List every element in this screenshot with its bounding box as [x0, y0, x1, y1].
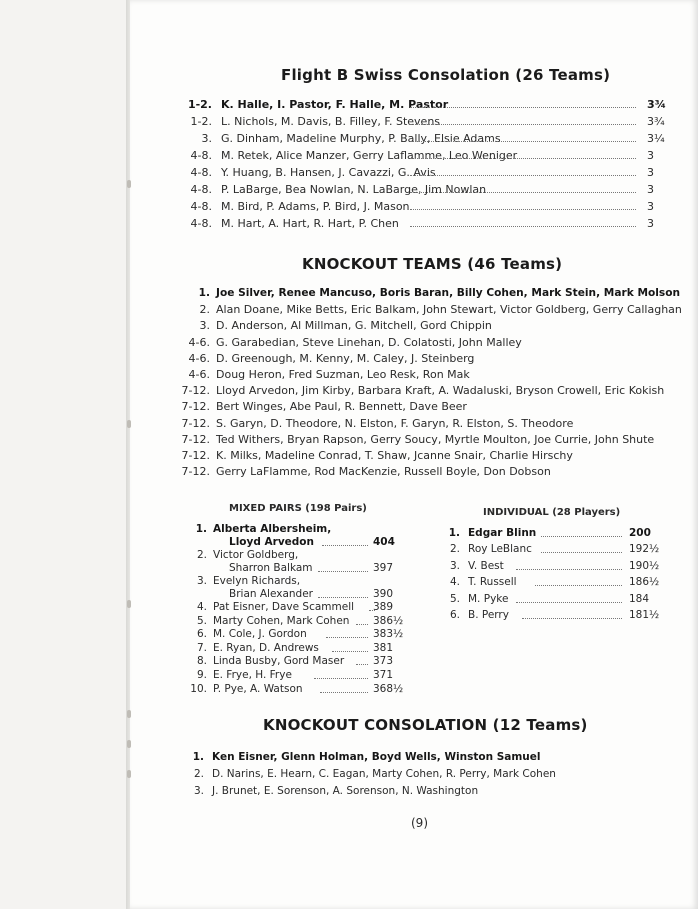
row-names: Ken Eisner, Glenn Holman, Boyd Wells, Winston Samuel — [212, 751, 541, 763]
dot-leader — [410, 217, 636, 227]
row-names-line1: Victor Goldberg, — [213, 549, 299, 561]
dot-leader — [410, 115, 636, 125]
row-rank: 3. — [201, 132, 212, 145]
row-rank: 7-12. — [181, 449, 210, 462]
row-names: Doug Heron, Fred Suzman, Leo Resk, Ron Mak — [216, 368, 470, 381]
row-names-line2: Sharron Balkam — [229, 562, 313, 574]
row-names: Roy LeBlanc — [468, 543, 532, 556]
row-score: 3¼ — [647, 132, 665, 145]
row-score: 186½ — [629, 576, 660, 589]
row-names: E. Frye, H. Frye — [213, 669, 292, 681]
row-score: 373 — [373, 655, 394, 668]
dot-leader — [314, 669, 368, 679]
row-names: M. Bird, P. Adams, P. Bird, J. Mason — [221, 200, 410, 213]
row-names: T. Russell — [468, 576, 517, 589]
dot-leader — [326, 628, 368, 638]
row-names: M. Cole, J. Gordon — [213, 628, 307, 641]
dot-leader — [410, 132, 636, 142]
row-score: 3 — [647, 166, 654, 179]
row-rank: 7-12. — [181, 416, 210, 430]
row-names: D. Anderson, Al Millman, G. Mitchell, Gord Chippin — [216, 319, 492, 333]
individual-title: INDIVIDUAL (28 Players) — [483, 507, 621, 518]
row-score: 181½ — [629, 609, 660, 621]
dot-leader — [332, 642, 368, 652]
row-names-line2: Brian Alexander — [229, 588, 313, 600]
row-names-line1: Evelyn Richards, — [213, 575, 301, 587]
row-names: Edgar Blinn — [468, 527, 537, 539]
row-score: 368½ — [373, 682, 404, 695]
row-score: 404 — [373, 536, 395, 548]
row-names: Linda Busby, Gord Maser — [213, 655, 345, 668]
row-rank: 10. — [190, 682, 207, 695]
dot-leader — [318, 588, 368, 598]
row-names: E. Ryan, D. Andrews — [213, 641, 319, 654]
row-score: 184 — [629, 592, 650, 605]
row-rank: 7-12. — [181, 384, 210, 398]
row-rank: 4-6. — [188, 368, 210, 381]
row-rank: 1. — [448, 527, 460, 539]
row-score: 3¾ — [647, 115, 665, 128]
row-names: Joe Silver, Renee Mancuso, Boris Baran, Billy Cohen, Mark Stein, Mark Molson — [216, 287, 681, 299]
row-rank: 3. — [199, 319, 210, 333]
row-score: 190½ — [629, 559, 660, 572]
page-number: (9) — [411, 816, 428, 830]
row-rank: 4. — [449, 576, 460, 589]
row-rank: 5. — [196, 614, 207, 627]
row-names: Marty Cohen, Mark Cohen — [213, 614, 350, 627]
row-rank: 1-2. — [187, 98, 212, 111]
dot-leader — [541, 527, 622, 537]
row-rank: 5. — [449, 592, 460, 605]
row-score: 371 — [373, 669, 394, 681]
row-rank: 8. — [196, 655, 207, 668]
row-names: V. Best — [468, 559, 504, 572]
row-names: Y. Huang, B. Hansen, J. Cavazzi, G. Avis — [221, 166, 436, 179]
row-names-line2: Lloyd Arvedon — [229, 536, 314, 548]
row-rank: 2. — [199, 303, 210, 317]
row-rank: 3. — [449, 559, 460, 572]
row-rank: 4-6. — [188, 335, 210, 349]
mixed-pairs-title: MIXED PAIRS (198 Pairs) — [229, 503, 367, 514]
row-score: 397 — [373, 562, 394, 574]
row-names: M. Pyke — [468, 592, 509, 605]
row-rank: 2. — [449, 543, 460, 556]
row-rank: 6. — [449, 609, 460, 621]
row-score: 3¾ — [647, 98, 667, 111]
dot-leader — [535, 576, 622, 586]
dot-leader — [318, 562, 368, 572]
row-names: P. Pye, A. Watson — [213, 682, 303, 695]
row-names: J. Brunet, E. Sorenson, A. Sorenson, N. Washington — [212, 785, 479, 797]
dot-leader — [410, 183, 636, 193]
row-rank: 9. — [196, 669, 207, 681]
row-rank: 4. — [196, 601, 207, 613]
row-names: Lloyd Arvedon, Jim Kirby, Barbara Kraft, A. Wadaluski, Bryson Crowell, Eric Kokish — [216, 384, 665, 398]
row-score: 389 — [373, 601, 394, 613]
row-names: D. Greenough, M. Kenny, M. Caley, J. Steinberg — [216, 351, 475, 365]
row-names: M. Retek, Alice Manzer, Gerry Laflamme, Leo Weniger — [221, 149, 518, 162]
row-names: D. Narins, E. Hearn, C. Eagan, Marty Cohen, R. Perry, Mark Cohen — [212, 768, 556, 780]
dot-leader — [356, 655, 368, 665]
row-rank: 1. — [195, 523, 207, 535]
row-rank: 7-12. — [181, 400, 210, 414]
row-names: K. Milks, Madeline Conrad, T. Shaw, Jcanne Snair, Charlie Hirschy — [216, 449, 573, 462]
row-rank: 7. — [196, 641, 207, 654]
dot-leader — [516, 560, 622, 570]
row-score: 3 — [647, 149, 654, 162]
row-score: 192½ — [629, 543, 660, 556]
row-names: Ted Withers, Bryan Rapson, Gerry Soucy, Myrtle Moulton, Joe Currie, John Shute — [216, 432, 655, 446]
row-names: G. Dinham, Madeline Murphy, P. Bally, Elsie Adams — [221, 132, 501, 145]
row-rank: 1. — [192, 751, 204, 763]
row-score: 381 — [373, 641, 394, 654]
dot-leader — [541, 543, 622, 553]
row-names-line1: Alberta Albersheim, — [213, 523, 332, 535]
row-score: 3 — [647, 200, 654, 213]
row-score: 200 — [629, 527, 651, 539]
knockout-teams-title: KNOCKOUT TEAMS (46 Teams) — [302, 255, 563, 273]
flight-b-title: Flight B Swiss Consolation (26 Teams) — [281, 66, 611, 84]
row-score: 3 — [647, 217, 654, 230]
row-names: P. LaBarge, Bea Nowlan, N. LaBarge, Jim Nowlan — [221, 183, 487, 196]
row-names: G. Garabedian, Steve Linehan, D. Colatosti, John Malley — [216, 335, 522, 349]
row-rank: 4-8. — [190, 183, 212, 196]
row-rank: 3. — [196, 575, 207, 587]
row-names: Alan Doane, Mike Betts, Eric Balkam, John Stewart, Victor Goldberg, Gerry Callaghan — [216, 303, 682, 317]
row-rank: 2. — [196, 549, 207, 561]
row-rank: 4-6. — [188, 351, 210, 365]
row-names: Gerry LaFlamme, Rod MacKenzie, Russell Boyle, Don Dobson — [216, 465, 551, 479]
dot-leader — [322, 536, 368, 546]
dot-leader — [320, 683, 368, 693]
row-rank: 1. — [198, 287, 210, 299]
row-score: 383½ — [373, 628, 404, 641]
row-rank: 7-12. — [181, 465, 210, 479]
row-score: 3 — [647, 183, 654, 196]
row-names: M. Hart, A. Hart, R. Hart, P. Chen — [221, 217, 399, 230]
dot-leader — [356, 615, 368, 625]
row-rank: 4-8. — [190, 166, 212, 179]
row-rank: 3. — [193, 785, 204, 797]
dot-leader — [410, 149, 636, 159]
row-rank: 7-12. — [181, 432, 210, 446]
dot-leader — [410, 200, 636, 210]
knockout-consolation-title: KNOCKOUT CONSOLATION (12 Teams) — [263, 716, 588, 734]
row-names: Pat Eisner, Dave Scammell — [213, 601, 355, 613]
row-names: K. Halle, I. Pastor, F. Halle, M. Pastor — [221, 98, 449, 111]
row-names: B. Perry — [468, 609, 509, 621]
row-names: S. Garyn, D. Theodore, N. Elston, F. Garyn, R. Elston, S. Theodore — [216, 416, 574, 430]
row-rank: 1-2. — [190, 115, 212, 128]
dot-leader — [410, 98, 636, 108]
row-score: 386½ — [373, 614, 404, 627]
dot-leader — [522, 609, 622, 619]
row-rank: 4-8. — [190, 200, 212, 213]
row-rank: 4-8. — [190, 217, 212, 230]
dot-leader — [516, 593, 622, 603]
row-names: Bert Winges, Abe Paul, R. Bennett, Dave Beer — [216, 400, 467, 414]
row-names: L. Nichols, M. Davis, B. Filley, F. Stevens — [221, 115, 441, 128]
row-rank: 2. — [193, 768, 204, 780]
row-score: 390 — [373, 588, 394, 600]
row-rank: 4-8. — [190, 149, 212, 162]
row-rank: 6. — [196, 628, 207, 641]
dot-leader — [410, 166, 636, 176]
